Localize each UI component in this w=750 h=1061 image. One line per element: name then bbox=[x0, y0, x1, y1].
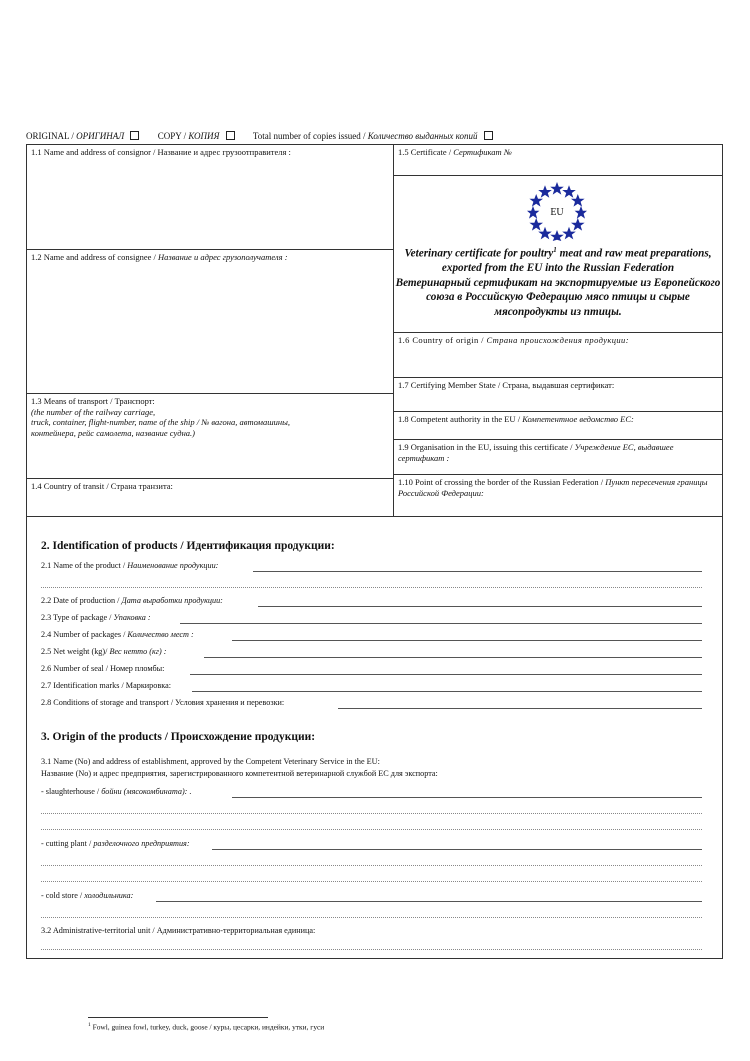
product-name-input[interactable] bbox=[253, 571, 702, 572]
slaughterhouse-label: - slaughterhouse / бойни (мясокомбината): . bbox=[41, 787, 192, 796]
net-weight-label: 2.5 Net weight (kg)/ Вес нетто (кг) : bbox=[41, 647, 167, 656]
seal-number-label: 2.6 Number of seal / Номер пломбы: bbox=[41, 664, 165, 673]
total-copies-checkbox[interactable] bbox=[484, 131, 493, 140]
cutting-plant-line-3[interactable] bbox=[41, 881, 702, 882]
package-count-label: 2.4 Number of packages / Количество мест : bbox=[41, 630, 194, 639]
consignor-field[interactable]: 1.1 Name and address of consignor / Название и адрес грузоотправителя : bbox=[31, 147, 291, 157]
cutting-plant-input[interactable] bbox=[212, 849, 702, 850]
border-crossing-field[interactable]: 1.10 Point of crossing the border of the Russian Federation / Пункт пересечения границы Российской Федерации: bbox=[398, 477, 708, 498]
seal-number-input[interactable] bbox=[190, 674, 702, 675]
footnote-rule bbox=[88, 1017, 268, 1018]
admin-unit-input[interactable] bbox=[41, 949, 702, 950]
copy-checkbox[interactable] bbox=[226, 131, 235, 140]
production-date-input[interactable] bbox=[258, 606, 702, 607]
identification-marks-label: 2.7 Identification marks / Маркировка: bbox=[41, 681, 171, 690]
eu-stars-icon bbox=[527, 181, 587, 241]
section-2-heading: 2. Identification of products / Идентификация продукции: bbox=[41, 540, 335, 552]
identification-marks-input[interactable] bbox=[192, 691, 702, 692]
footnote: $^1$ Fowl, guinea fowl, turkey, duck, goose / куры, цесарки, индейки, утки, гуси bbox=[88, 1022, 325, 1032]
product-name-label: 2.1 Name of the product / Наименование продукции: bbox=[41, 561, 219, 570]
eu-label: EU bbox=[550, 207, 564, 218]
member-state-field[interactable]: 1.7 Certifying Member State / Страна, выдавшая сертификат: bbox=[398, 380, 615, 390]
transit-field[interactable]: 1.4 Country of transit / Страна транзита: bbox=[31, 481, 173, 491]
certificate-title: Veterinary certificate for poultry$^1$ meat and raw meat preparations, exported from the EU into the Russian Federation Ветеринарный сертификат на экспортируемые из Европейского союза в Российскую Федерацию мясо птицы и сырые мясопродукты из птицы. bbox=[395, 246, 721, 318]
copy-status-line: ORIGINAL / ОРИГИНАЛ COPY / КОПИЯ Total number of copies issued / Количество выданных копий bbox=[26, 131, 509, 141]
slaughterhouse-line-2[interactable] bbox=[41, 813, 702, 814]
cold-store-input[interactable] bbox=[156, 901, 702, 902]
cutting-plant-line-2[interactable] bbox=[41, 865, 702, 866]
consignee-field[interactable]: 1.2 Name and address of consignee / Название и адрес грузополучателя : bbox=[31, 252, 288, 262]
package-count-input[interactable] bbox=[232, 640, 702, 641]
certificate-number-field[interactable]: 1.5 Certificate / Сертификат № bbox=[398, 147, 512, 157]
country-of-origin-field[interactable]: 1.6 Country of origin / Страна происхождения продукции: bbox=[398, 335, 629, 345]
cold-store-label: - cold store / холодильника: bbox=[41, 891, 134, 900]
competent-authority-field[interactable]: 1.8 Competent authority in the EU / Компетентное ведомство ЕС: bbox=[398, 414, 634, 424]
package-type-label: 2.3 Type of package / Упаковка : bbox=[41, 613, 151, 622]
cutting-plant-label: - cutting plant / разделочного предприятия: bbox=[41, 839, 190, 848]
product-name-line-2[interactable] bbox=[41, 587, 702, 588]
rule-1-5 bbox=[393, 175, 723, 176]
slaughterhouse-line-3[interactable] bbox=[41, 829, 702, 830]
net-weight-input[interactable] bbox=[204, 657, 702, 658]
slaughterhouse-input[interactable] bbox=[232, 797, 702, 798]
storage-conditions-input[interactable] bbox=[338, 708, 702, 709]
issuing-organisation-field[interactable]: 1.9 Organisation in the EU, issuing this certificate / Учреждение ЕС, выдавшее сертификат : bbox=[398, 442, 674, 463]
package-type-input[interactable] bbox=[180, 623, 702, 624]
production-date-label: 2.2 Date of production / Дата выработки продукции: bbox=[41, 596, 223, 605]
cold-store-line-2[interactable] bbox=[41, 917, 702, 918]
establishment-intro-ru: Название (No) и адрес предприятия, зарегистрированного компетентной ветеринарной службой ЕС для экспорта: bbox=[41, 769, 438, 778]
original-checkbox[interactable] bbox=[130, 131, 139, 140]
storage-conditions-label: 2.8 Conditions of storage and transport / Условия хранения и перевозки: bbox=[41, 698, 285, 707]
section-3-heading: 3. Origin of the products / Происхождение продукции: bbox=[41, 731, 316, 743]
part1-bottom-rule bbox=[26, 516, 723, 517]
admin-unit-label: 3.2 Administrative-territorial unit / Административно-территориальная единица: bbox=[41, 926, 316, 935]
transport-field[interactable]: 1.3 Means of transport / Транспорт: (the number of the railway carriage, truck, container, flight-number, name of the ship / № вагона, автомашины, контейнера, рейс самолета, название судна.) bbox=[31, 396, 290, 438]
establishment-intro-en: 3.1 Name (No) and address of establishment, approved by the Competent Veterinary Service in the EU: bbox=[41, 757, 380, 766]
